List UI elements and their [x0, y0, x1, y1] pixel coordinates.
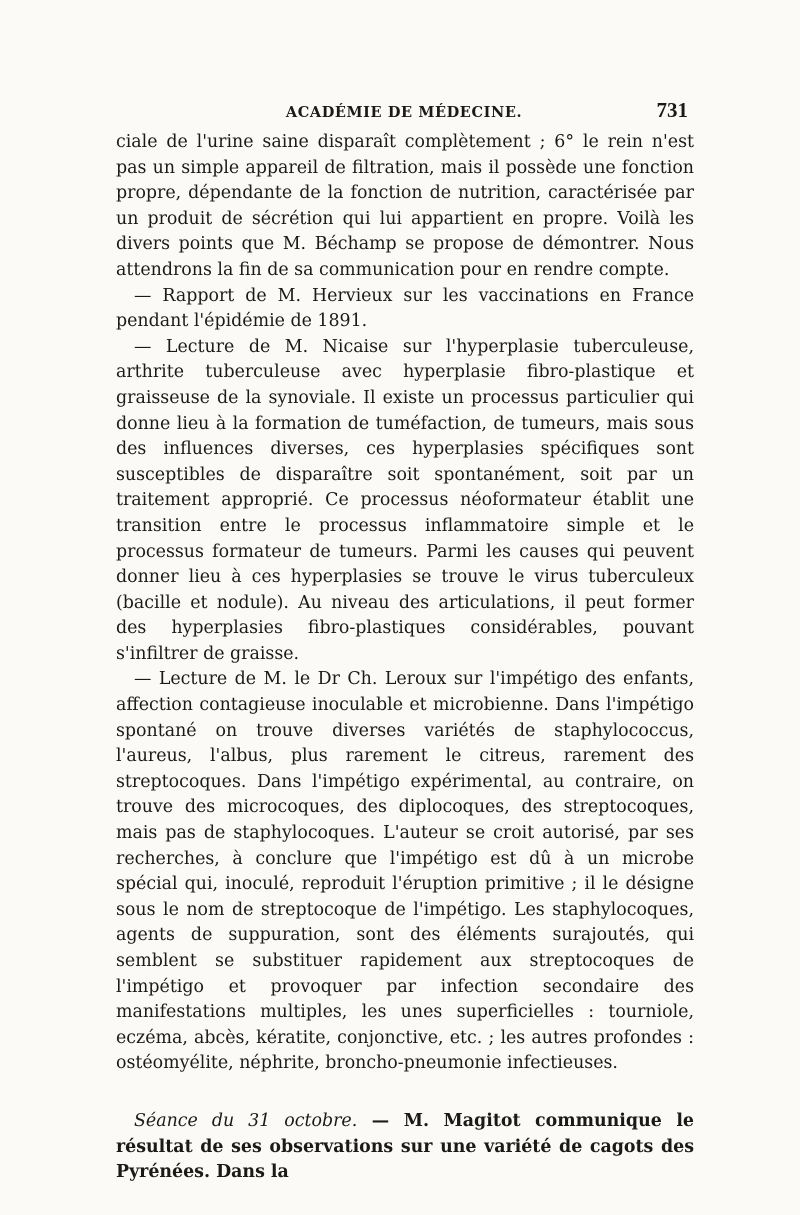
paragraph-leroux-lecture: — Lecture de M. le Dr Ch. Leroux sur l'impétigo des enfants, affection contagieuse inoculable et microbienne. Dans l'impétigo spontané on trouve diverses variétés de staphylococcus, l'aureus, l'albus, plus rarement le citreus, rarement des streptocoques. Dans l'impétigo expérimental, au contraire, on trouve des microcoques, des diplocoques, des streptocoques, mais pas de staphylocoques. L'auteur se croit autorisé, par ses recherches, à conclure que l'impétigo est dû à un microbe spécial qui, inoculé, reproduit l'éruption primitive ; il le désigne sous le nom de streptocoque de l'impétigo. Les staphylocoques, agents de suppuration, sont des éléments surajoutés, qui semblent se substituer rapidement aux streptocoques de l'impétigo et provoquer par infection secondaire des manifestations multiples, les unes superficielles : tourniole, eczéma, abcès, kératite, conjonctive, etc. ; les autres profondes : ostéomyélite, néphrite, broncho-pneumonie infectieuses. — [116, 669, 694, 1074]
body-text — [116, 130, 694, 1186]
page-header — [116, 96, 692, 126]
running-title: ACADÉMIE DE MÉDECINE. — [285, 104, 523, 121]
paragraph-session — [116, 1109, 694, 1186]
session-date: Séance du 31 octobre. — [134, 1110, 358, 1131]
paragraph-continuation: ciale de l'urine saine disparaît complètement ; 6° le rein n'est pas un simple appareil de filtration, mais il possède une fonction propre, dépendante de la fonction de nutrition, caractérisée par un produit de sécrétion qui lui appartient en propre. Voilà les divers points que M. Béchamp se propose de démontrer. Nous attendrons la fin de sa communication pour en rendre compte. — [116, 132, 694, 280]
session-text: — M. Magitot communique le résultat de ses observations sur une variété de cagots des Pyrénées. Dans la — [116, 1110, 694, 1183]
paragraph-nicaise-lecture: — Lecture de M. Nicaise sur l'hyperplasie tuberculeuse, arthrite tuberculeuse avec hyperplasie fibro-plastique et graisseuse de la synoviale. Il existe un processus particulier qui donne lieu à la formation de tuméfaction, de tumeurs, mais sous des influences diverses, ces hyperplasies spécifiques sont susceptibles de disparaître soit spontanément, soit par un traitement approprié. Ce processus néoformateur établit une transition entre le processus inflammatoire simple et le processus formateur de tumeurs. Parmi les causes qui peuvent donner lieu à ces hyperplasies se trouve le virus tuberculeux (bacille et nodule). Au niveau des articulations, il peut former des hyperplasies fibro-plastiques considérables, pouvant s'infiltrer de graisse. — [116, 336, 694, 664]
paragraph-hervieux-report: — Rapport de M. Hervieux sur les vaccinations en France pendant l'épidémie de 1891. — [116, 285, 694, 332]
page-number: 731 — [656, 98, 688, 122]
